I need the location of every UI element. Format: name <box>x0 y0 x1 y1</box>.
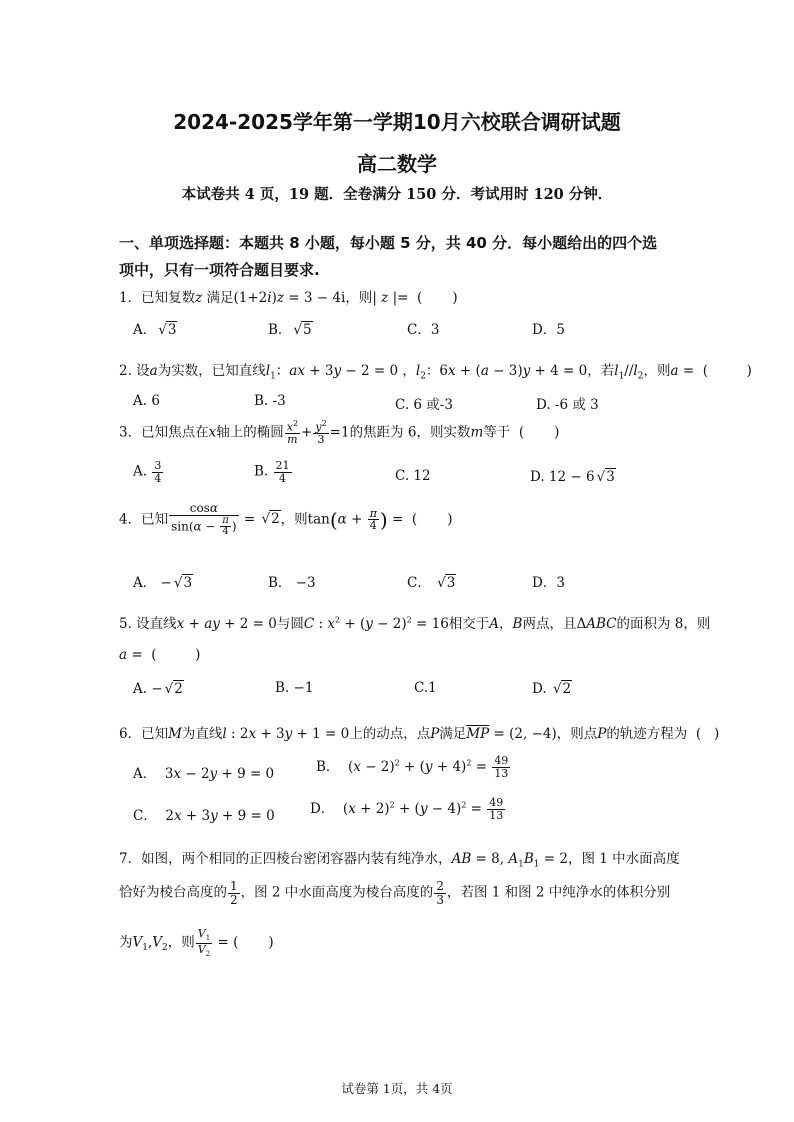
question-7-line3: 为$V_1,V_2$，则 $\frac{V_1}{V_2}$ = ( ) <box>119 927 274 958</box>
q5-option-a: A. − √ 2 <box>133 680 184 697</box>
q2-option-b: B. -3 <box>254 393 286 409</box>
q1-option-a: A． √ 3 <box>133 318 177 338</box>
q4-option-b: B． −3 <box>268 575 316 591</box>
q5-option-c: C.1 <box>414 680 437 696</box>
q3-option-d: D. 12 − 6 √ 3 <box>530 468 616 485</box>
q1-option-c: C．3 <box>407 322 440 338</box>
section-heading-line2: 项中，只有一项符合题目要求. <box>119 261 320 279</box>
section-heading-line1: 一、单项选择题：本题共 8 小题，每小题 5 分，共 40 分．每小题给出的四个选 <box>119 234 658 252</box>
q4-option-d: D．3 <box>532 575 565 591</box>
q6-option-b: B． $(x - 2)^2 + (y + 4)^2$ = $\frac{49}{13}$ <box>316 754 509 780</box>
q2-option-c: C. 6 或-3 <box>395 397 453 413</box>
q6-option-d: D． $(x + 2)^2 + (y - 4)^2$ = $\frac{49}{13}$ <box>310 796 504 822</box>
question-5: 5. 设直线x + ay + 2 = 0与圆C : $x^2 + (y - 2)^2 = 16$相交于A，B两点，且ΔABC的面积为 8，则 <box>119 615 711 632</box>
q1-option-d: D．5 <box>532 322 565 338</box>
q1-text: 满足 <box>206 290 234 306</box>
q4-option-a: A． − √ 3 <box>133 571 193 591</box>
q1-option-b: B． √ 5 <box>268 318 313 338</box>
q1-text: 1．已知复数 <box>119 290 196 306</box>
question-2: 2. 设a为实数，已知直线$l_1$：ax + 3y − 2 = 0 ，$l_2$：6x + (a − 3)y + 4 = 0，若$l_1//l_2$，则a = ( ) <box>119 363 752 382</box>
exam-subject: 高二数学 <box>357 152 437 176</box>
q4-option-c: C． √ 3 <box>407 571 456 591</box>
question-7-line2: 恰好为棱台高度的 $\frac{1}{2}$ ，图 2 中水面高度为棱台高度的 $\frac{2}{3}$ ，若图 1 和图 2 中纯净水的体积分别 <box>119 879 671 907</box>
q2-option-a: A. 6 <box>133 393 160 409</box>
q5-option-d: D. √ 2 <box>532 680 572 697</box>
exam-info: 本试卷共 4 页，19 题．全卷满分 150 分．考试用时 120 分钟． <box>181 186 613 203</box>
q6-option-c: C． 2x + 3y + 9 = 0 <box>133 808 275 824</box>
q6-option-a: A． 3x − 2y + 9 = 0 <box>133 766 275 782</box>
question-4: 4．已知 cosα sin(α − $\frac{\pi}{4}$ ) = √ 2，则tan(α + $\frac{\pi}{4}$ ) = ( ) <box>119 502 453 538</box>
question-6: 6．已知M为直线l : 2x + 3y + 1 = 0上的动点，点P满足$\overline{MP} = (2$, −4)，则点P的轨迹方程为 ( ) <box>119 726 720 742</box>
page-footer: 试卷第 1页，共 4页 <box>341 1081 453 1096</box>
question-3: 3．已知焦点在x轴上的椭圆 $\frac{x^2}{m}$ + $\frac{y^2}{3}$ =1的焦距为 6，则实数m等于 ( ) <box>119 419 560 447</box>
q3-option-c: C. 12 <box>395 468 431 484</box>
question-5-cont: a = ( ) <box>119 647 201 663</box>
question-1: 1．已知复数z 满足(1+2i)z = 3 − 4i，则| z |= ( ) <box>119 290 458 306</box>
q5-option-b: B. −1 <box>275 680 314 696</box>
q3-option-b: B. $\frac{21}{4}$ <box>254 459 290 485</box>
q1-text: ，则 <box>345 290 373 306</box>
q3-option-a: A. $\frac{3}{4}$ <box>133 459 162 485</box>
exam-title: 2024-2025学年第一学期10月六校联合调研试题 <box>173 110 621 134</box>
q2-option-d: D. -6 或 3 <box>536 397 599 413</box>
question-7-line1: 7．如图，两个相同的正四棱台密闭容器内装有纯净水，AB = 8, $A_1B_1 = 2$，图 1 中水面高度 <box>119 851 680 870</box>
